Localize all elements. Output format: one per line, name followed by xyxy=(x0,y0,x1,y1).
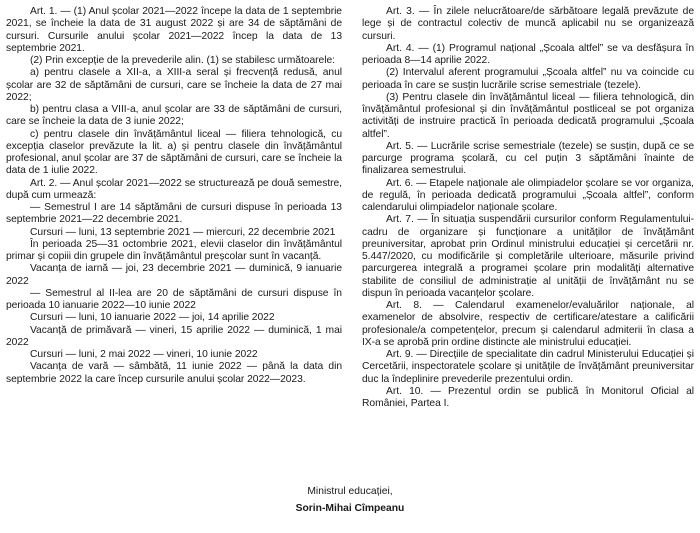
courses-period-1: Cursuri — luni, 13 septembrie 2021 — miercuri, 22 decembrie 2021 xyxy=(30,226,336,238)
art4-paragraph-1: Art. 4. — (1) Programul național „Școala altfel” se va desfășura în perioada 8—14 aprilie 2022. xyxy=(362,42,694,66)
art9-paragraph: Art. 9. — Direcțiile de specialitate din cadrul Ministerului Educației și Cercetării, inspectoratele școlare și unitățile de învățământ preuniversitar duc la îndeplinire prevederile prezentului ordin. xyxy=(362,349,694,385)
winter-break-paragraph: Vacanța de iarnă — joi, 23 decembrie 2021 — duminică, 9 ianuarie 2022 xyxy=(6,263,342,287)
art8-paragraph: Art. 8. — Calendarul examenelor/evaluărilor naționale, al examenelor de absolvire, respectiv de certificare/atestare a calificării profesionale/a competențelor, precum și calendarul admiterii în clasa a IX-a se aprobă prin ordine distincte ale ministrului educației. xyxy=(362,300,694,348)
autumn-break-paragraph: În perioada 25—31 octombrie 2021, elevii claselor din învățământul primar și copiii din grupele din învățământul preșcolar sunt în vacanță. xyxy=(6,238,342,262)
semester-1-paragraph: — Semestrul I are 14 săptămâni de cursuri dispuse în perioada 13 septembrie 2021—22 decembrie 2021. xyxy=(6,202,342,226)
art1-item-a: a) pentru clasele a XII-a, a XIII-a seral și frecvență redusă, anul școlar are 32 de săptămâni de cursuri, care se încheie la data de 27 mai 2022; xyxy=(6,67,342,103)
art4-paragraph-2: (2) Intervalul aferent programului „Școala altfel” nu va coincide cu perioada în care se susțin lucrările scrise semestriale (tezele). xyxy=(362,67,694,91)
left-column xyxy=(6,6,342,386)
signature-role: Ministrul educației, xyxy=(307,486,393,497)
art5-paragraph: Art. 5. — Lucrările scrise semestriale (tezele) se susțin, după ce se parcurge programa școlară, cu cel puțin 3 săptămâni înainte de finalizarea semestrului. xyxy=(362,140,694,177)
art1-item-b: b) pentru clasa a VIII-a, anul școlar are 33 de săptămâni de cursuri, care se încheie la data de 3 iunie 2022; xyxy=(6,104,342,128)
spring-break-paragraph: Vacanță de primăvară — vineri, 15 aprilie 2022 — duminică, 1 mai 2022 xyxy=(6,324,342,348)
courses-period-2: Cursuri — luni, 10 ianuarie 2022 — joi, 14 aprilie 2022 xyxy=(30,312,275,324)
art3-paragraph: Art. 3. — În zilele nelucrătoare/de sărbătoare legală prevăzute de lege și de contractul colectiv de muncă aplicabil nu se organizează cursuri. xyxy=(362,6,694,42)
art1-paragraph-1: Art. 1. — (1) Anul școlar 2021—2022 începe la data de 1 septembrie 2021, se încheie la data de 31 august 2022 și are 34 de săptămâni de cursuri. Cursurile anului școlar 2021—2022 încep la data de 13 septembrie 2021. xyxy=(6,6,342,54)
semester-2-paragraph: — Semestrul al II-lea are 20 de săptămâni de cursuri dispuse în perioada 10 ianuarie 2022—10 iunie 2022 xyxy=(6,287,342,311)
right-column xyxy=(362,6,694,410)
art6-paragraph: Art. 6. — Etapele naționale ale olimpiadelor școlare se vor organiza, de regulă, în perioada dedicată programului „Școala altfel”, conform calendarului olimpiadelor naționale școlare. xyxy=(362,177,694,213)
art4-paragraph-3: (3) Pentru clasele din învățământul liceal — filiera tehnologică, din învățământul profesional și din învățământul postliceal se pot organiza activități de instruire practică în perioada dedicată programului „Școala altfel”. xyxy=(362,91,694,140)
signature-name: Sorin-Mihai Cîmpeanu xyxy=(295,503,405,514)
art1-paragraph-2: (2) Prin excepție de la prevederile alin. (1) se stabilesc următoarele: xyxy=(30,55,335,66)
summer-break-paragraph: Vacanța de vară — sâmbătă, 11 iunie 2022 — până la data din septembrie 2022 la care încep cursurile anului școlar 2022—2023. xyxy=(6,361,342,385)
art7-paragraph: Art. 7. — În situația suspendării cursurilor conform Regulamentului-cadru de organizare și funcționare a unităților de învățământ preuniversitar, aprobat prin Ordinul ministrului educației și cercetării nr. 5.447/2020, cu modificările și completările ulterioare, măsurile privind parcurgerea integrală a programei școlare prin modalități alternative stabilite de consiliul de administrație al unității de învățământ nu se dispun în perioada vacanțelor școlare. xyxy=(362,214,694,299)
art2-paragraph: Art. 2. — Anul școlar 2021—2022 se structurează pe două semestre, după cum urmează: xyxy=(6,177,342,201)
art10-paragraph: Art. 10. — Prezentul ordin se publică în Monitorul Oficial al României, Partea I. xyxy=(362,385,694,409)
art1-item-c: c) pentru clasele din învățământul liceal — filiera tehnologică, cu excepția claselor prevăzute la lit. a) și pentru clasele din învățământul profesional, anul școlar are 37 de săptămâni de cursuri, care se încheie la data de 1 iulie 2022. xyxy=(6,128,342,177)
courses-period-3: Cursuri — luni, 2 mai 2022 — vineri, 10 iunie 2022 xyxy=(30,349,258,360)
